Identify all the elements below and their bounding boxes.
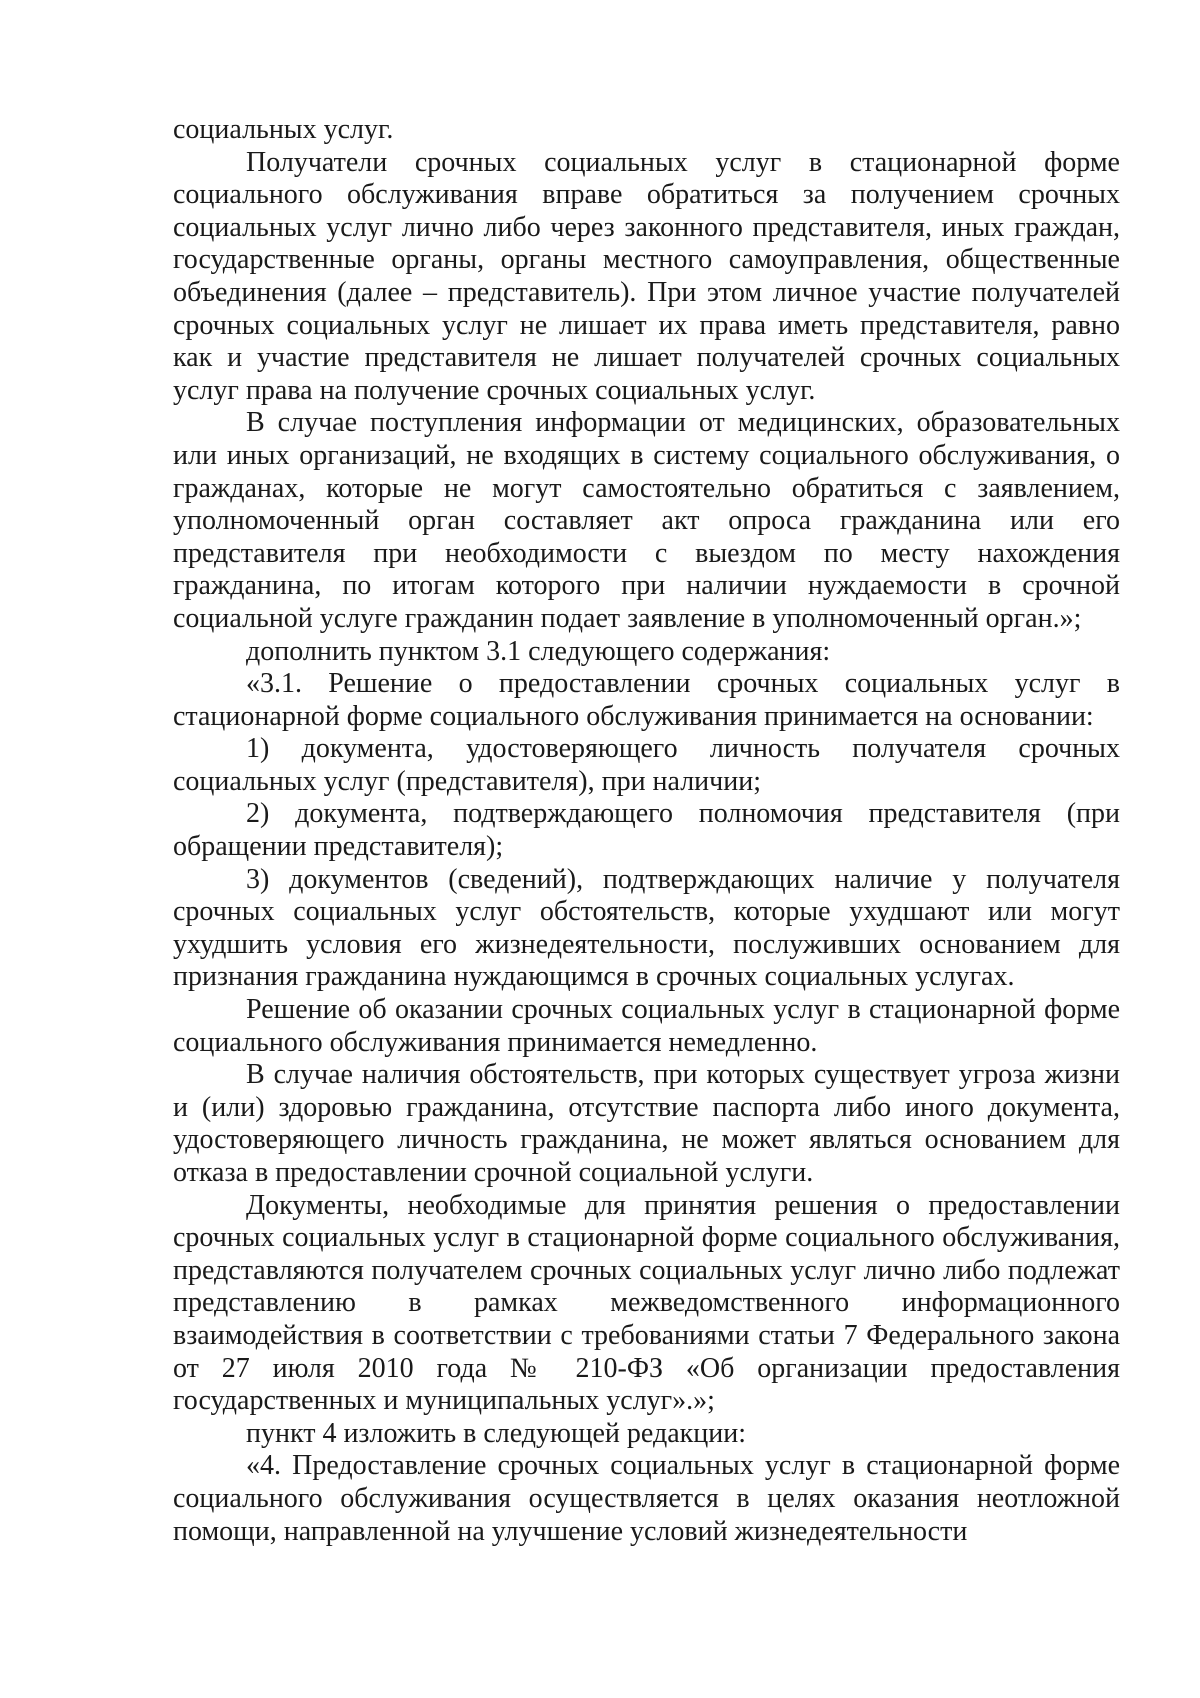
paragraph-required-documents: Документы, необходимые для принятия решения о предоставлении срочных социальных услуг в стационарной форме социального обслуживания, представляются получателем срочных социальных услуг лично либо подлежат представлению в рамках межведомственного информационного взаимодействия в соответствии с требованиями статьи 7 Федерального закона от 27 июля 2010 года № 210-ФЗ «Об организации предоставления государственных и муниципальных услуг».»;: [173, 1189, 1120, 1417]
list-item-1-identity-document: 1) документа, удостоверяющего личность получателя срочных социальных услуг (представителя), при наличии;: [173, 733, 1120, 797]
paragraph-point-3-1-decision-basis: «3.1. Решение о предоставлении срочных социальных услуг в стационарной форме социального обслуживания принимается на основании:: [173, 668, 1120, 732]
paragraph-point-4-new-wording: пункт 4 изложить в следующей редакции:: [246, 1417, 746, 1449]
paragraph-recipients-right-to-apply: Получатели срочных социальных услуг в стационарной форме социального обслуживания вправе обратиться за получением срочных социальных услуг лично либо через законного представителя, иных граждан, государственные органы, органы местного самоуправления, общественные объединения (далее – представитель). При этом личное участие получателей срочных социальных услуг не лишает их права иметь представителя, равно как и участие представителя не лишает получателей срочных социальных услуг права на получение срочных социальных услуг.: [173, 146, 1120, 406]
paragraph-add-point-3-1: дополнить пунктом 3.1 следующего содержания:: [246, 635, 831, 667]
paragraph-immediate-decision: Решение об оказании срочных социальных услуг в стационарной форме социального обслуживания принимается немедленно.: [173, 994, 1120, 1058]
list-item-2-authority-document: 2) документа, подтверждающего полномочия представителя (при обращении представителя);: [173, 798, 1120, 863]
paragraph-information-from-organizations: В случае поступления информации от медицинских, образовательных или иных организаций, не входящих в систему социального обслуживания, о гражданах, которые не могут самостоятельно обратиться с заявлением, уполномоченный орган составляет акт опроса гражданина или его представителя при необходимости с выездом по месту нахождения гражданина, по итогам которого при наличии нуждаемости в срочной социальной услуге гражданин подает заявление в уполномоченный орган.»;: [173, 407, 1120, 634]
paragraph-threat-to-life: В случае наличия обстоятельств, при которых существует угроза жизни и (или) здоровью гражданина, отсутствие паспорта либо иного документа, удостоверяющего личность гражданина, не может являться основанием для отказа в предоставлении срочной социальной услуги.: [173, 1059, 1120, 1188]
list-item-3-circumstances-documents: 3) документов (сведений), подтверждающих наличие у получателя срочных социальных услуг обстоятельств, которые ухудшают или могут ухудшить условия его жизнедеятельности, послуживших основанием для признания гражданина нуждающимся в срочных социальных услугах.: [173, 863, 1120, 993]
paragraph-point-4-text: «4. Предоставление срочных социальных услуг в стационарной форме социального обслуживания осуществляется в целях оказания неотложной помощи, направленной на улучшение условий жизнедеятельности: [173, 1450, 1120, 1547]
paragraph-continuation: социальных услуг.: [173, 114, 394, 145]
document-body: [173, 114, 1120, 1548]
